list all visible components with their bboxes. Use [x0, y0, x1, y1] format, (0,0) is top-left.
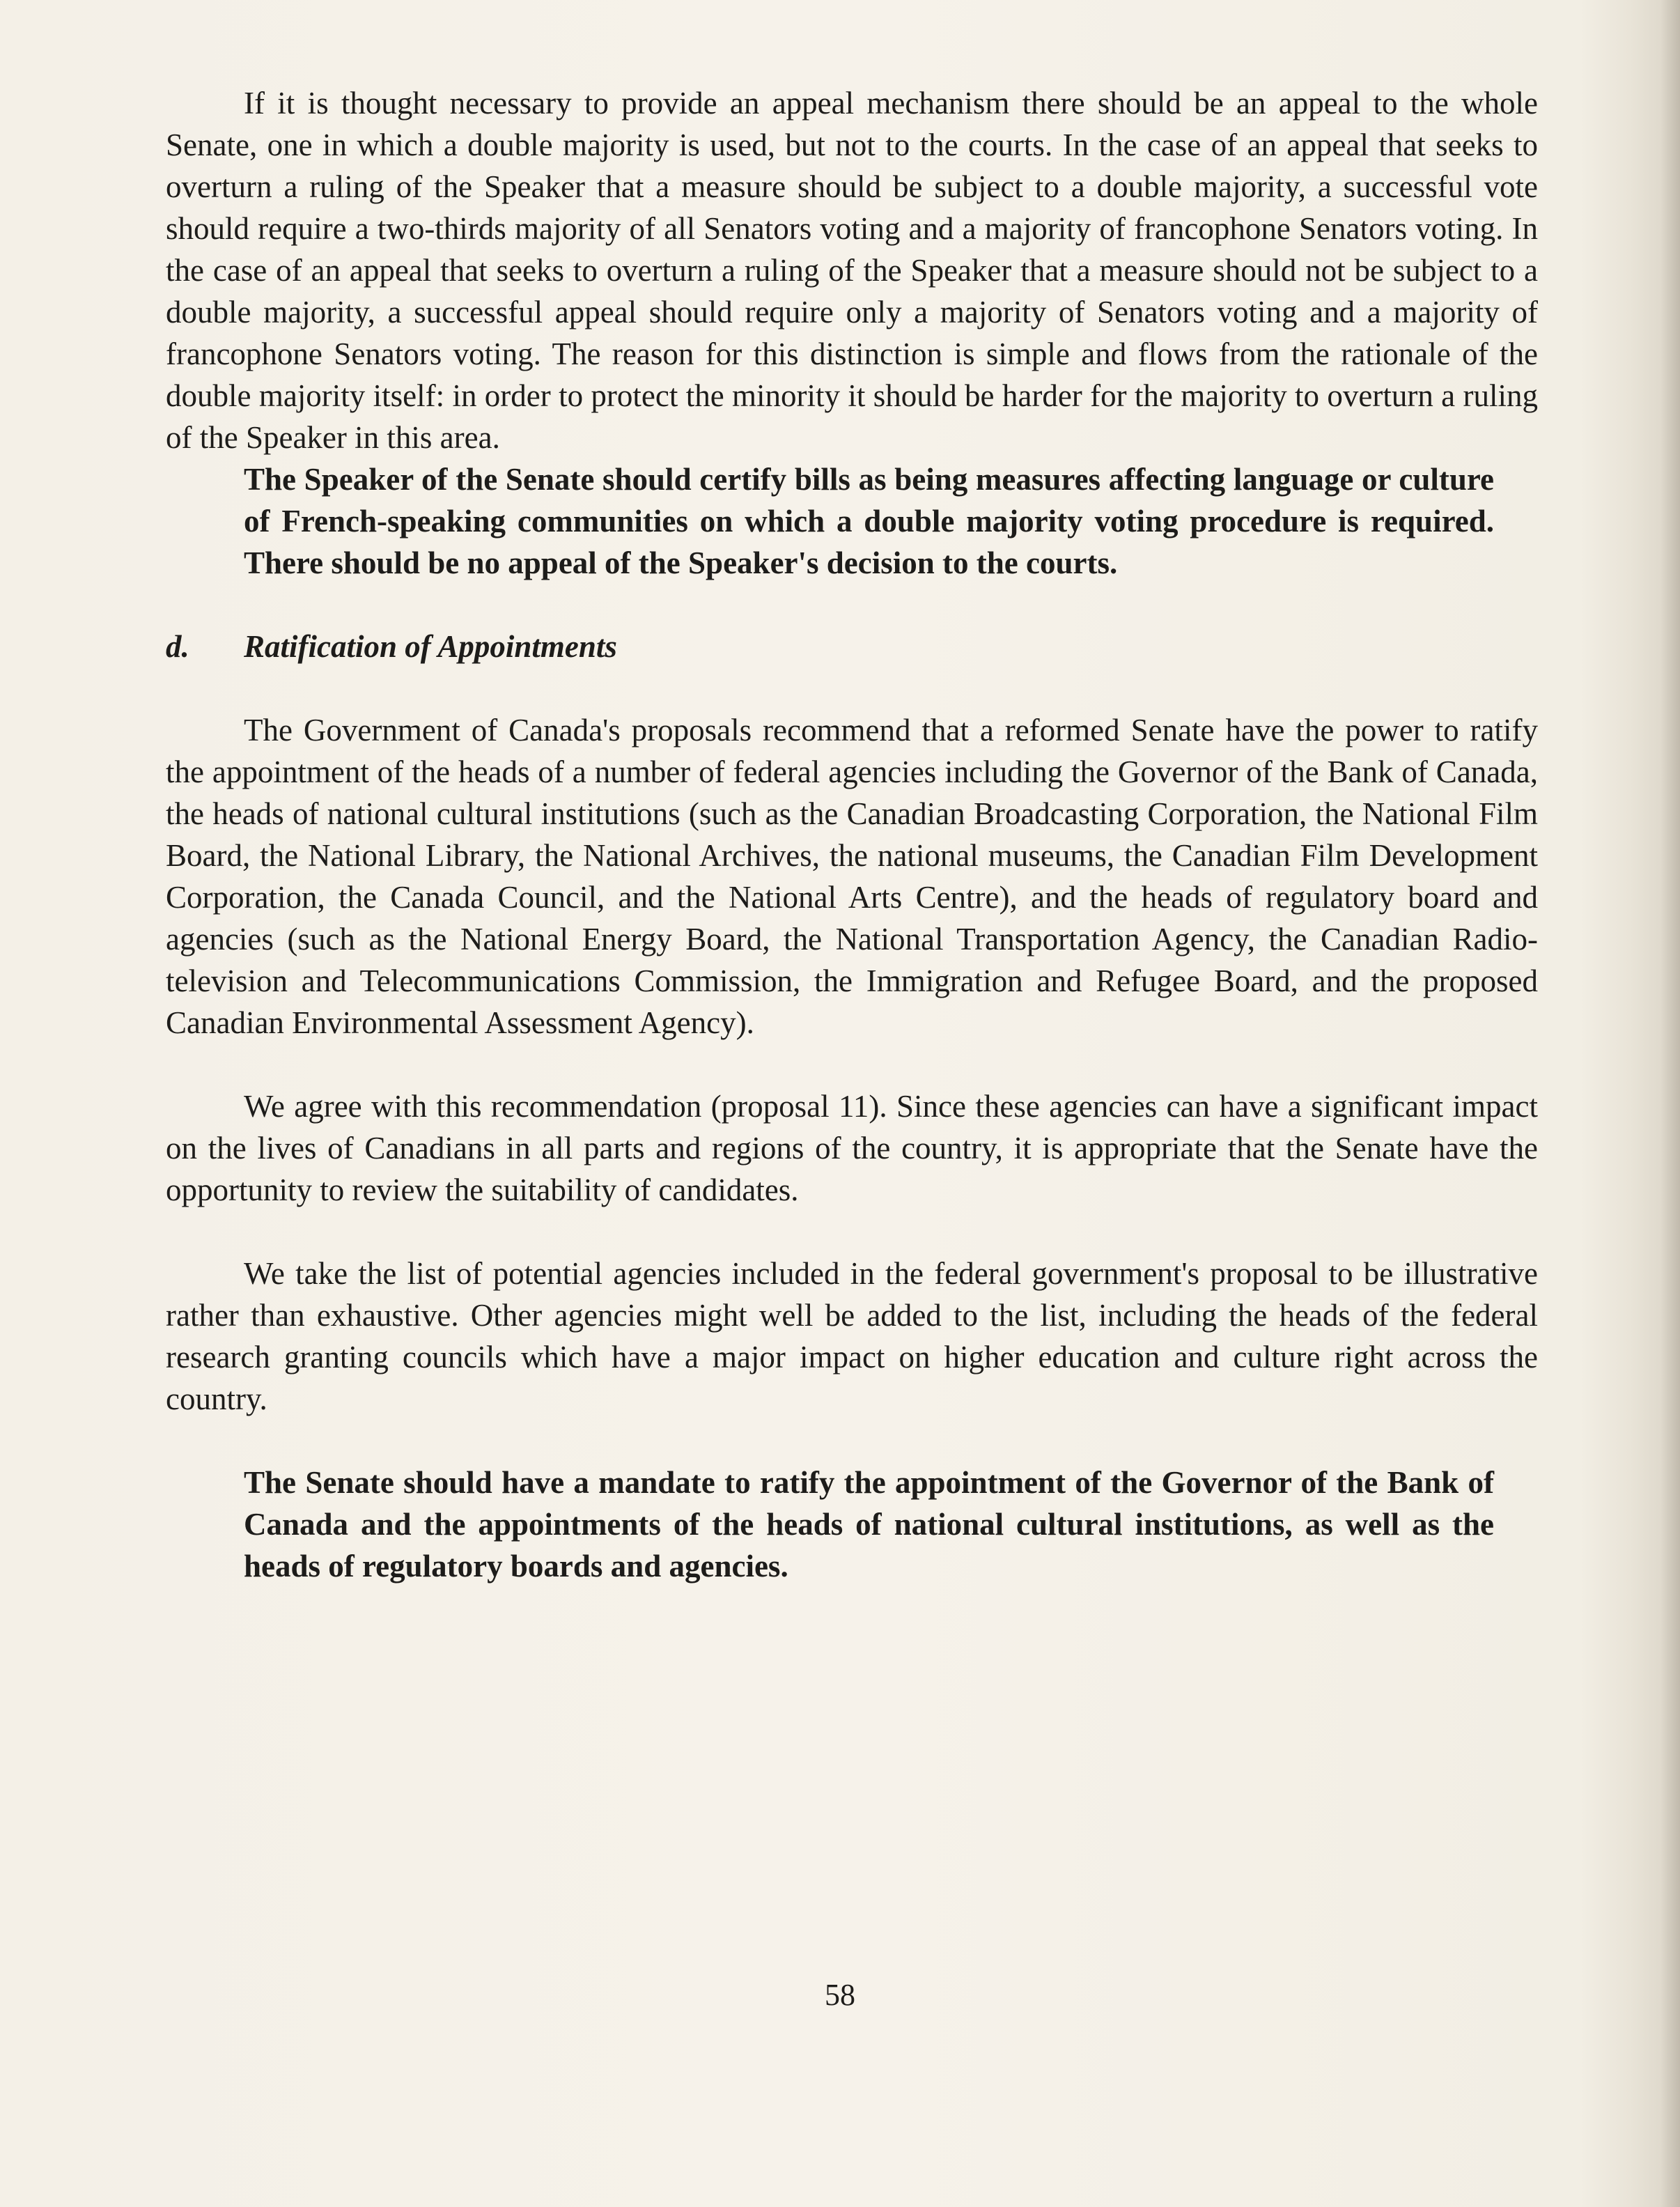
section-title: Ratification of Appointments: [244, 629, 617, 664]
paragraph-list-of-agencies: We take the list of potential agencies included in the federal government's proposal to be illustrative rather than exhaustive. Other agencies might well be added to the list, including the heads of the federal research granting councils which have a major impact on higher education and culture right across the country.: [166, 1256, 1538, 1416]
recommendation-senate-mandate: The Senate should have a mandate to ratify the appointment of the Governor of the Bank of Canada and the appointments of the heads of national cultural institutions, as well as the heads of regulatory boards and agencies.: [244, 1465, 1494, 1583]
page-number: 58: [825, 1978, 855, 2012]
paragraph-appeal-mechanism: If it is thought necessary to provide an appeal mechanism there should be an appeal to the whole Senate, one in which a double majority is used, but not to the courts. In the case of an appeal that seeks to overturn a ruling of the Speaker that a measure should be subject to a double majority, a successful vote should require a two-thirds majority of all Senators voting and a majority of francophone Senators voting. In the case of an appeal that seeks to overturn a ruling of the Speaker that a measure should not be subject to a double majority, a successful appeal should require only a majority of Senators voting and a majority of francophone Senators voting. The reason for this distinction is simple and flows from the rationale of the double majority itself: in order to protect the minority it should be harder for the majority to overturn a ruling of the Speaker in this area.: [166, 86, 1538, 455]
paragraph-agree-recommendation: We agree with this recommendation (proposal 11). Since these agencies can have a significant impact on the lives of Canadians in all parts and regions of the country, it is appropriate that the Senate have the opportunity to review the suitability of candidates.: [166, 1089, 1538, 1207]
paragraph-government-proposals: The Government of Canada's proposals recommend that a reformed Senate have the power to ratify the appointment of the heads of a number of federal agencies including the Governor of the Bank of Canada, the heads of national cultural institutions (such as the Canadian Broadcasting Corporation, the National Film Board, the National Library, the National Archives, the national museums, the Canadian Film Development Corporation, the Canada Council, and the National Arts Centre), and the heads of regulatory board and agencies (such as the National Energy Board, the National Transportation Agency, the Canadian Radio-television and Telecommunications Commission, the Immigration and Refugee Board, and the proposed Canadian Environmental Assessment Agency).: [166, 713, 1538, 1040]
section-letter: d.: [166, 629, 189, 664]
section-heading: [166, 626, 1538, 667]
page-body: [166, 82, 1538, 1587]
recommendation-speaker-certify: The Speaker of the Senate should certify bills as being measures affecting language or culture of French-speaking communities on which a double majority voting procedure is required. There should be no appeal of the Speaker's decision to the courts.: [244, 462, 1494, 580]
